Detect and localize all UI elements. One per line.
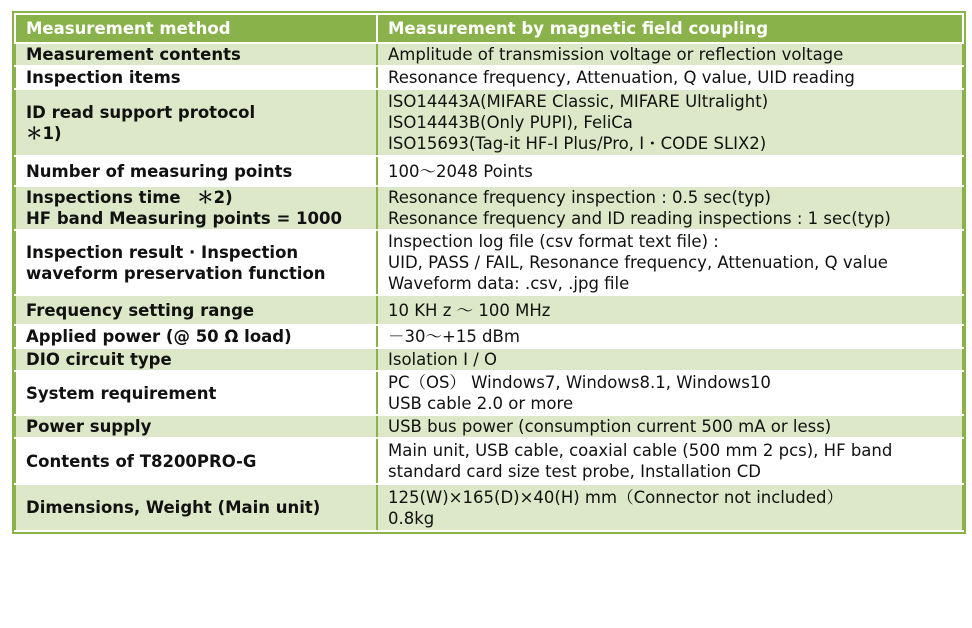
- table-row: [15, 43, 963, 66]
- row-value: [377, 89, 963, 156]
- row-value-line: ISO14443A(MIFARE Classic, MIFARE Ultralight): [388, 92, 769, 111]
- row-label-line: Contents of T8200PRO-G: [26, 451, 257, 471]
- row-value-line: －30～+15 dBm: [388, 327, 520, 346]
- row-label-line: Inspection result · Inspection: [26, 242, 299, 262]
- row-label-line: Measurement contents: [26, 45, 241, 64]
- row-value: [377, 156, 963, 186]
- table-row: [15, 325, 963, 348]
- row-label: [15, 43, 377, 66]
- row-label: [15, 156, 377, 186]
- row-label-line: System requirement: [26, 383, 217, 403]
- row-value: [377, 348, 963, 371]
- row-value-line: 125(W)×165(D)×40(H) mm（Connector not included）: [388, 487, 843, 507]
- row-value-line: standard card size test probe, Installation CD: [388, 462, 761, 481]
- row-label-line: Applied power (@ 50 Ω load): [26, 327, 292, 346]
- table-body: [15, 43, 963, 531]
- row-label-line: Inspection items: [26, 68, 181, 87]
- row-label: [15, 438, 377, 484]
- table-row: [15, 230, 963, 295]
- table-row: [15, 438, 963, 484]
- row-label: [15, 230, 377, 295]
- row-label-line: waveform preservation function: [26, 263, 326, 283]
- row-label: [15, 89, 377, 156]
- header-measurement-value: Measurement by magnetic field coupling: [377, 14, 963, 43]
- table-row: [15, 295, 963, 325]
- row-value-line: 10 KH z ～ 100 MHz: [388, 300, 551, 320]
- row-label: [15, 348, 377, 371]
- row-label: [15, 325, 377, 348]
- spec-table-container: [14, 13, 962, 532]
- row-label-line: Inspections time ＊2): [26, 188, 233, 207]
- row-label-line: Number of measuring points: [26, 161, 293, 181]
- row-label: [15, 371, 377, 415]
- row-label-line: HF band Measuring points = 1000: [26, 209, 342, 228]
- row-value: [377, 325, 963, 348]
- table-row: [15, 156, 963, 186]
- row-label-line: Frequency setting range: [26, 300, 255, 320]
- row-value-line: USB cable 2.0 or more: [388, 394, 574, 413]
- row-label-line: ＊1): [26, 123, 62, 143]
- row-label-line: ID read support protocol: [26, 102, 256, 122]
- table-row: [15, 186, 963, 230]
- spec-table: [14, 13, 964, 532]
- row-value-line: Inspection log file (csv format text file) :: [388, 232, 719, 251]
- header-measurement-method: Measurement method: [15, 14, 377, 43]
- table-row: [15, 89, 963, 156]
- table-row: [15, 484, 963, 531]
- row-value-line: PC（OS） Windows7, Windows8.1, Windows10: [388, 373, 771, 392]
- row-value-line: UID, PASS / FAIL, Resonance frequency, Attenuation, Q value: [388, 253, 888, 272]
- row-label: [15, 186, 377, 230]
- row-label: [15, 295, 377, 325]
- row-value-line: Resonance frequency and ID reading inspections : 1 sec(typ): [388, 209, 891, 228]
- row-value-line: Resonance frequency, Attenuation, Q value, UID reading: [388, 68, 855, 87]
- row-label: [15, 415, 377, 438]
- table-row: [15, 371, 963, 415]
- row-label-line: DIO circuit type: [26, 350, 172, 369]
- row-value: [377, 484, 963, 531]
- row-value-line: Main unit, USB cable, coaxial cable (500 mm 2 pcs), HF band: [388, 441, 893, 460]
- row-value-line: Resonance frequency inspection : 0.5 sec(typ): [388, 188, 771, 207]
- row-value: [377, 415, 963, 438]
- row-value: [377, 43, 963, 66]
- row-value-line: USB bus power (consumption current 500 mA or less): [388, 417, 832, 436]
- table-row: [15, 66, 963, 89]
- row-value-line: ISO15693(Tag-it HF-I Plus/Pro, I・CODE SLIX2): [388, 134, 767, 153]
- row-label-line: Dimensions, Weight (Main unit): [26, 498, 321, 517]
- row-value: [377, 438, 963, 484]
- table-row: [15, 348, 963, 371]
- row-value: [377, 371, 963, 415]
- row-value: [377, 66, 963, 89]
- row-value-line: 0.8kg: [388, 508, 435, 528]
- row-value-line: Isolation I / O: [388, 350, 498, 369]
- row-value-line: Amplitude of transmission voltage or reflection voltage: [388, 45, 844, 64]
- row-value-line: Waveform data: .csv, .jpg file: [388, 274, 630, 293]
- table-row: [15, 415, 963, 438]
- row-value-line: ISO14443B(Only PUPI), FeliCa: [388, 113, 633, 132]
- row-label: [15, 66, 377, 89]
- row-label-line: Power supply: [26, 417, 152, 436]
- row-value: [377, 230, 963, 295]
- row-value: [377, 295, 963, 325]
- row-value-line: 100～2048 Points: [388, 161, 533, 181]
- row-value: [377, 186, 963, 230]
- row-label: [15, 484, 377, 531]
- table-header-row: [15, 14, 963, 43]
